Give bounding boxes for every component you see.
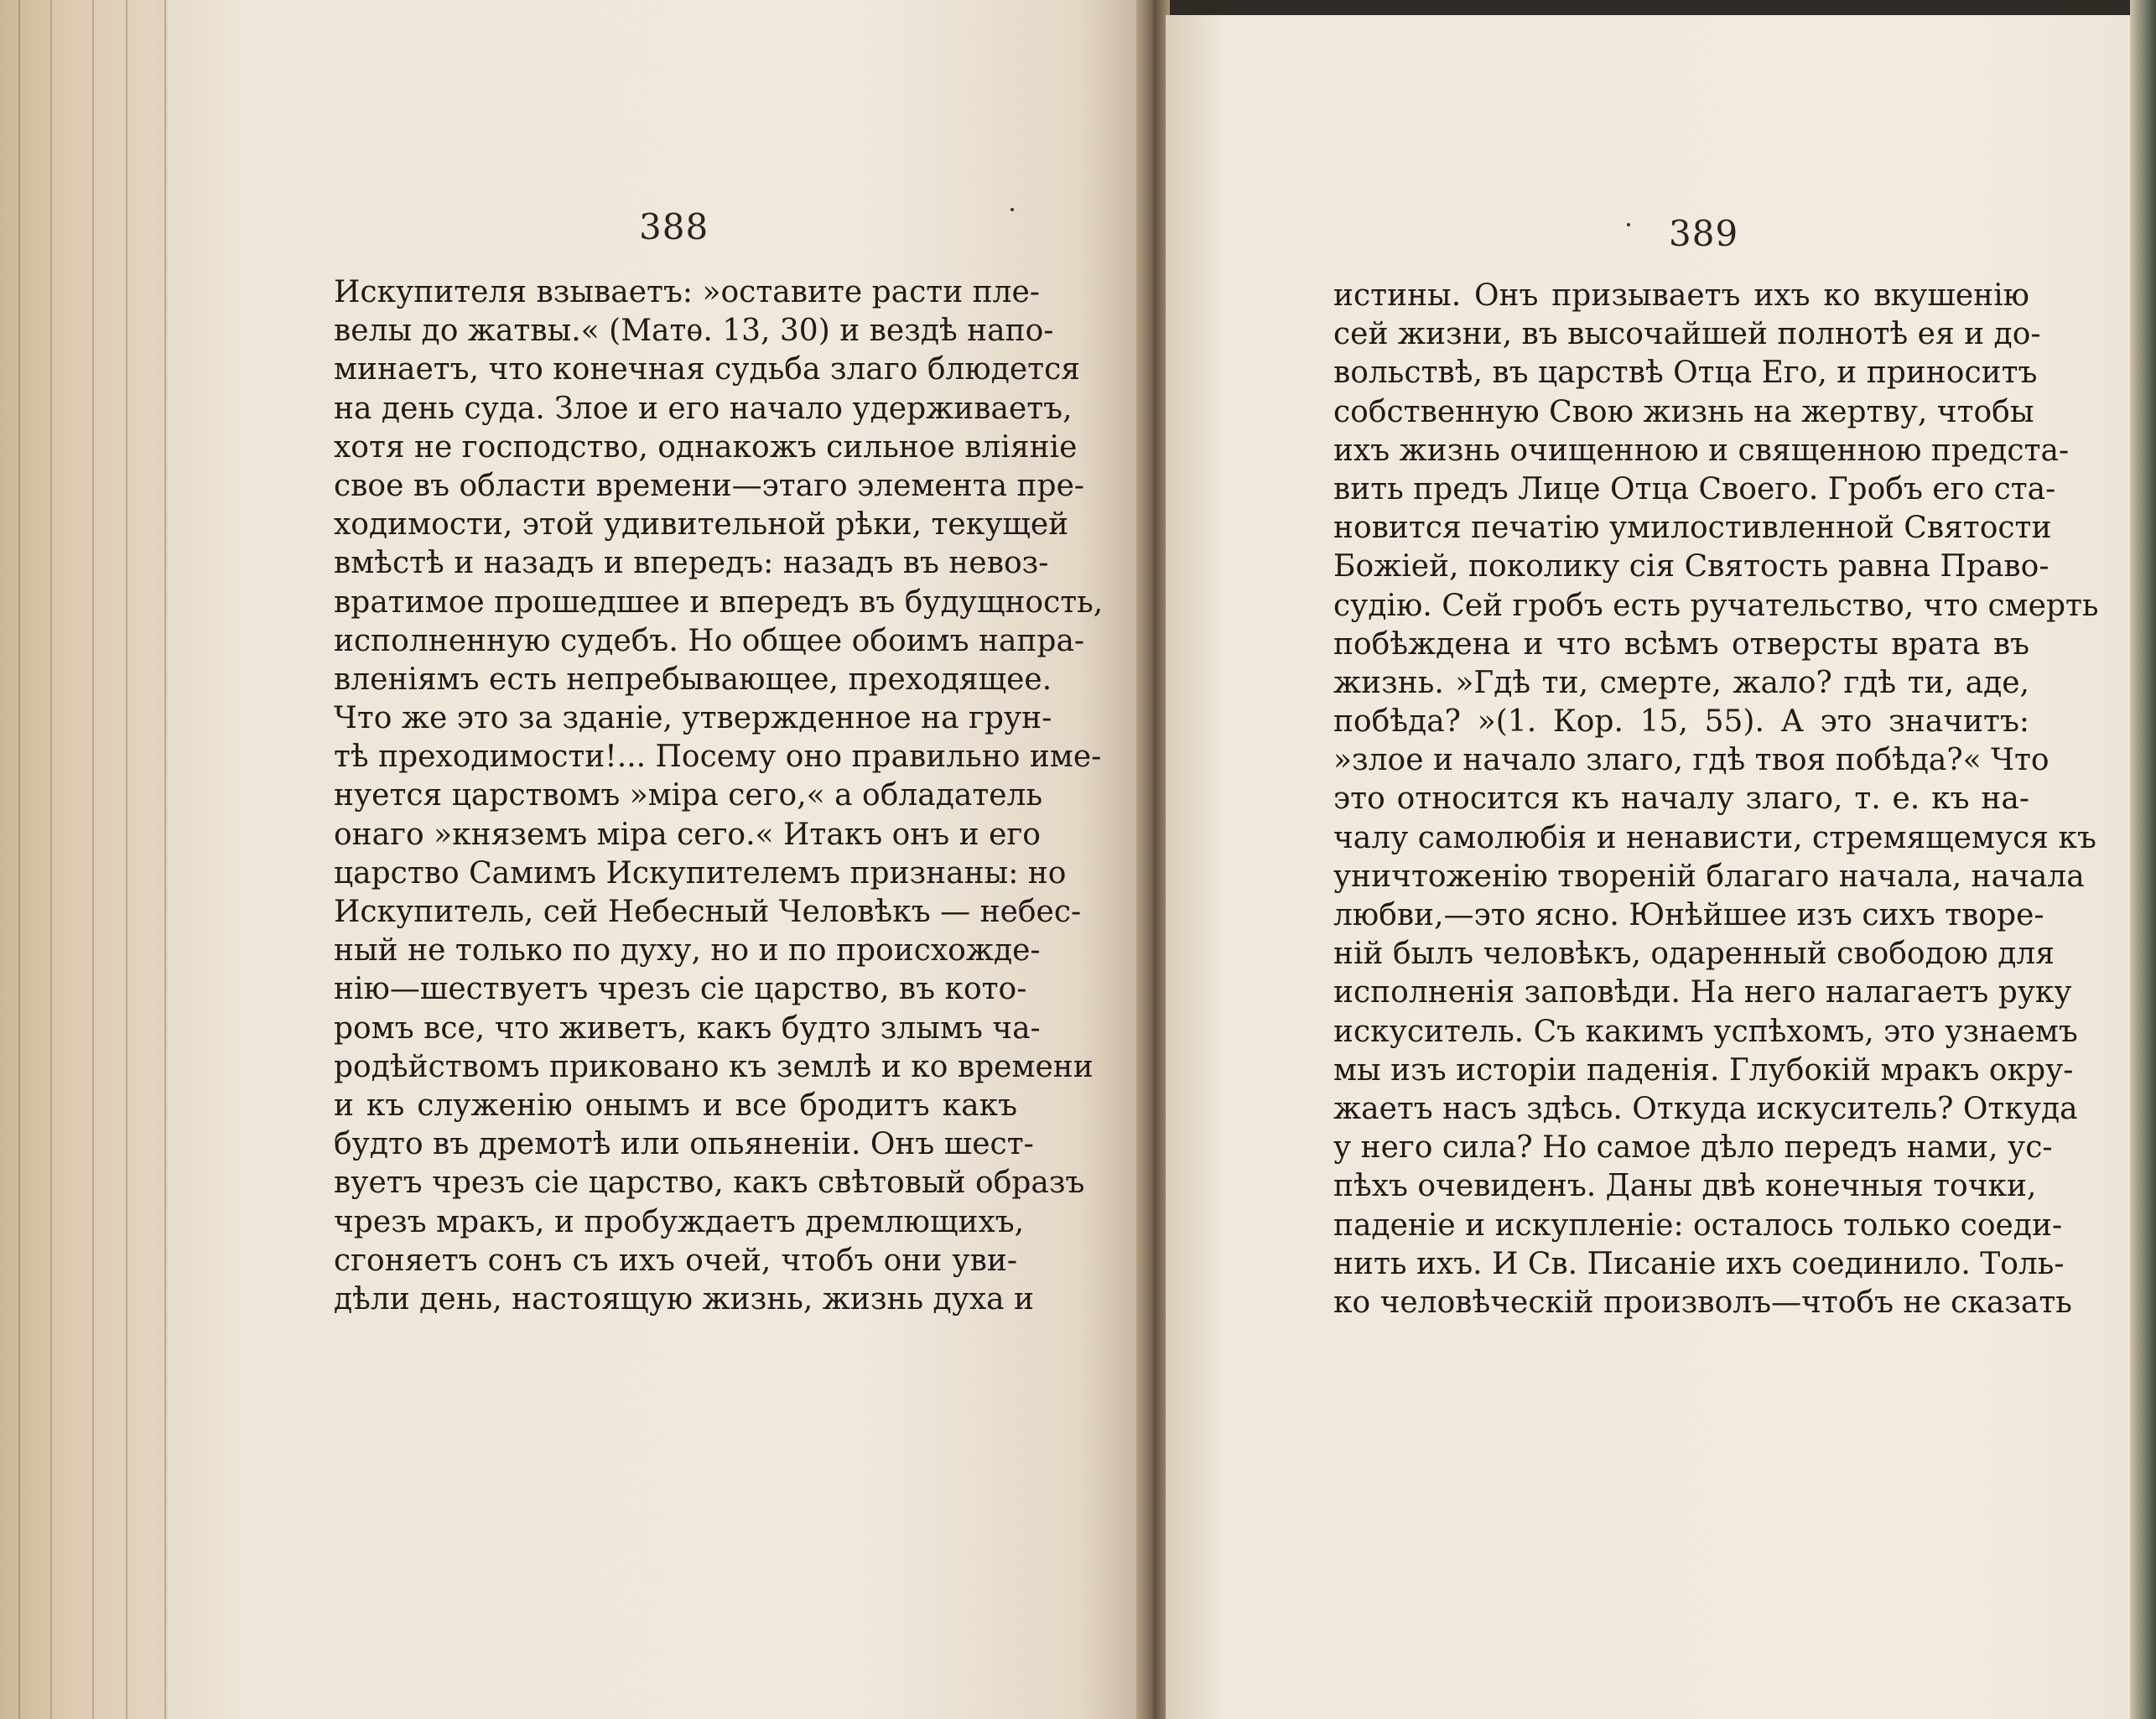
text-line: нуется царствомъ »міра сего,« а обладатель: [334, 778, 1043, 813]
text-line: новится печатію умилостивленной Святости: [1333, 511, 2052, 546]
text-line: вить предъ Лице Отца Своего. Гробъ его ста-: [1333, 471, 2056, 506]
text-line: будто въ дремотѣ или опьяненіи. Онъ шест-: [334, 1127, 1034, 1162]
text-line: »злое и начало злаго, гдѣ твоя побѣда?« Что: [1333, 743, 2049, 778]
left-page-number: 388: [639, 206, 709, 247]
text-line: минаетъ, что конечная судьба злаго блюдется: [334, 352, 1080, 387]
text-line: онаго »княземъ міра сего.« Итакъ онъ и его: [334, 817, 1041, 852]
text-line: побѣда? »(1. Кор. 15, 55). А это значитъ:: [1333, 704, 2029, 740]
text-line: вольствѣ, въ царствѣ Отца Его, и приноситъ: [1333, 356, 2038, 391]
text-line: исполненія заповѣди. На него налагаетъ руку: [1333, 975, 2072, 1010]
text-line: велы до жатвы.« (Матѳ. 13, 30) и вездѣ напо-: [334, 314, 1054, 349]
right-page-number: 389: [1669, 213, 1739, 254]
text-line: мы изъ исторіи паденія. Глубокій мракъ окру-: [1333, 1052, 2074, 1088]
text-line: Что же это за зданіе, утвержденное на грун-: [334, 701, 1052, 736]
text-line: дѣли день, настоящую жизнь, жизнь духа и: [334, 1281, 1035, 1317]
print-speck: [1627, 223, 1630, 226]
text-line: ній былъ человѣкъ, одаренный свободою для: [1333, 937, 2055, 972]
text-line: искуситель. Съ какимъ успѣхомъ, это узнаемъ: [1333, 1014, 2078, 1049]
text-line: любви,—это ясно. Юнѣйшее изъ сихъ творе-: [1333, 898, 2044, 932]
text-line: и къ служенію онымъ и все бродитъ какъ: [334, 1088, 1017, 1123]
right-page-body-text: [1333, 277, 2099, 1322]
text-line: истины. Онъ призываетъ ихъ ко вкушенію: [1333, 278, 2029, 313]
print-speck: [1010, 208, 1014, 211]
text-line: ихъ жизнь очищенною и священною предста-: [1333, 433, 2070, 468]
text-line: вуетъ чрезъ сіе царство, какъ свѣтовый образъ: [334, 1166, 1085, 1201]
text-line: ный не только по духу, но и по происхожде-: [334, 933, 1041, 969]
text-line: Искупитель, сей Небесный Человѣкъ — небес-: [334, 895, 1082, 929]
text-line: ромъ все, что живетъ, какъ будто злымъ ча-: [334, 1010, 1041, 1046]
text-line: вратимое прошедшее и впередъ въ будущность,: [334, 584, 1104, 620]
text-line: Искупителя взываетъ: »оставите расти пле-: [334, 275, 1040, 309]
text-line: свое въ области времени—этаго элемента пре-: [334, 468, 1085, 503]
text-line: на день суда. Злое и его начало удерживаетъ,: [334, 391, 1073, 426]
text-line: сгоняетъ сонъ съ ихъ очей, чтобъ они уви-: [334, 1243, 1017, 1278]
text-line: Божіей, поколику сія Святость равна Право-: [1333, 549, 2049, 584]
text-line: это относится къ началу злаго, т. е. къ на-: [1333, 782, 2029, 817]
text-line: вленіямъ есть непребывающее, преходящее.: [334, 662, 1052, 697]
text-line: родѣйствомъ приковано къ землѣ и ко времени: [334, 1049, 1094, 1084]
right-page-edge: [2130, 0, 2156, 1719]
text-line: судію. Сей гробъ есть ручательство, что смерть: [1333, 588, 2099, 623]
text-line: ходимости, этой удивительной рѣки, текущей: [334, 507, 1069, 543]
text-line: уничтоженію твореній благаго начала, начала: [1333, 859, 2085, 894]
text-line: сей жизни, въ высочайшей полнотѣ ея и до-: [1333, 317, 2041, 352]
text-line: чалу самолюбія и ненависти, стремящемуся къ: [1333, 820, 2096, 855]
text-line: жаетъ насъ здѣсь. Откуда искуситель? Откуда: [1333, 1091, 2078, 1126]
text-line: тѣ преходимости!... Посему оно правильно име-: [334, 740, 1102, 775]
text-line: нію—шествуетъ чрезъ сіе царство, въ кото-: [334, 972, 1027, 1007]
text-line: собственную Свою жизнь на жертву, чтобы: [1333, 394, 2034, 429]
text-line: хотя не господство, однакожъ сильное вліяніе: [334, 429, 1078, 465]
text-line: паденіе и искупленіе: осталось только соеди-: [1333, 1207, 2063, 1243]
text-line: исполненную судебъ. Но общее обоимъ напра-: [334, 623, 1085, 658]
text-line: побѣждена и что всѣмъ отверсты врата въ: [1333, 626, 2029, 662]
text-line: у него сила? Но самое дѣло передъ нами, ус-: [1333, 1130, 2053, 1166]
text-line: жизнь. »Гдѣ ти, смерте, жало? гдѣ ти, аде,: [1333, 665, 2029, 700]
text-line: ко человѣческій произволъ—чтобъ не сказать: [1333, 1285, 2072, 1320]
text-line: царство Самимъ Искупителемъ признаны: но: [334, 855, 1067, 891]
text-line: нить ихъ. И Св. Писаніе ихъ соединило. Толь-: [1333, 1246, 2065, 1281]
text-line: вмѣстѣ и назадъ и впередъ: назадъ въ невоз-: [334, 546, 1049, 581]
left-page-body-text: [334, 273, 1104, 1319]
text-line: чрезъ мракъ, и пробуждаетъ дремлющихъ,: [334, 1204, 1025, 1239]
text-line: пѣхъ очевиденъ. Даны двѣ конечныя точки,: [1333, 1169, 2037, 1204]
book-gutter: [1136, 0, 1170, 1719]
